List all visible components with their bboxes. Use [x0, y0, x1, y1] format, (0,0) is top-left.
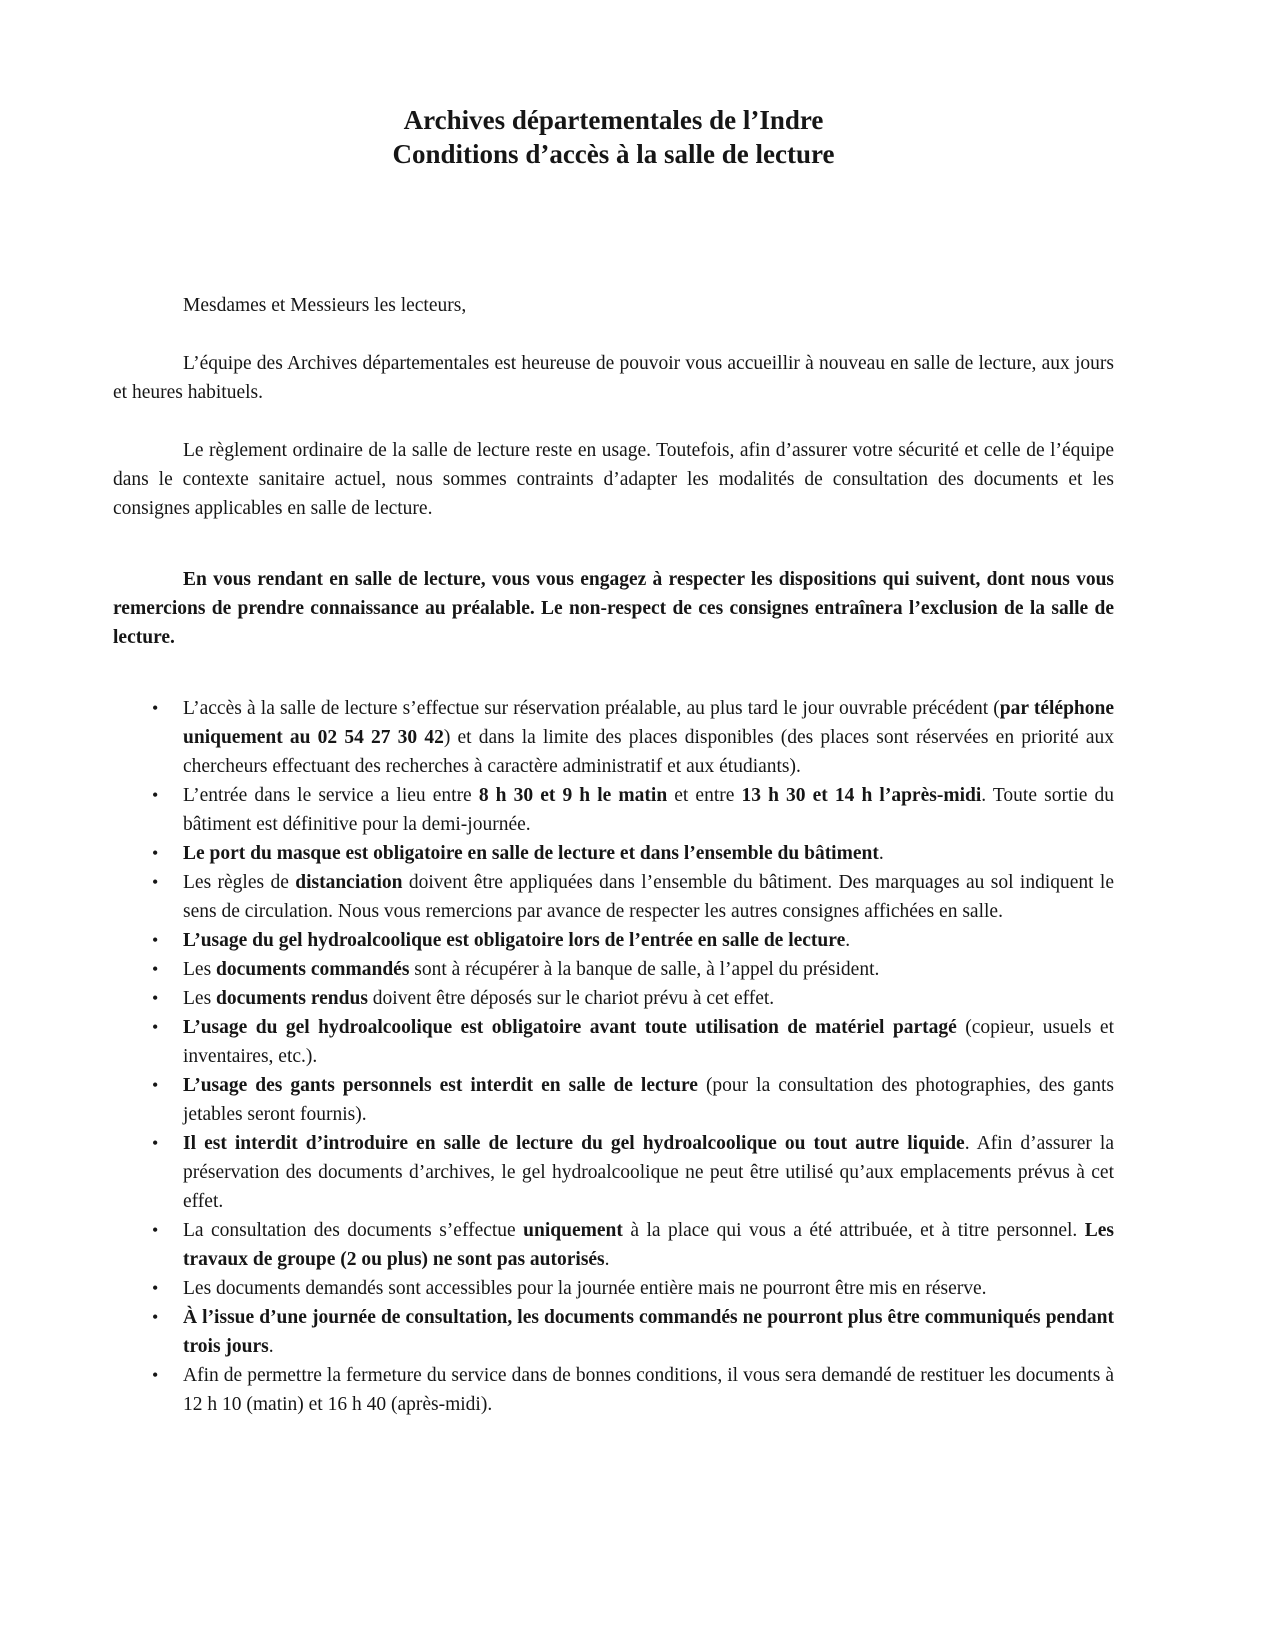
bullet-item [113, 1303, 1114, 1361]
text-run: . [878, 843, 884, 864]
text-run: L’usage du gel hydroalcoolique est obligatoire lors de l’entrée en salle de lecture [183, 930, 846, 951]
text-run: distanciation [295, 872, 403, 893]
text-run: sont à récupérer à la banque de salle, à l’appel du président. [409, 959, 880, 980]
bullet-item [113, 694, 1114, 781]
text-run: . [604, 1249, 610, 1270]
bullet-item [113, 1071, 1114, 1129]
bullet-item [113, 1274, 1114, 1303]
text-run: Afin de permettre la fermeture du service dans de bonnes conditions, il vous sera demandé de restituer les documents à 12 h 10 (matin) et 16 h 40 (après-midi). [183, 1365, 1114, 1415]
page-title-line1: Archives départementales de l’Indre [403, 105, 824, 135]
text-run: uniquement [523, 1220, 623, 1241]
text-run: L’accès à la salle de lecture s’effectue sur réservation préalable, au plus tard le jour ouvrable précédent ( [183, 698, 1000, 719]
text-run: . [268, 1336, 274, 1357]
text-run: doivent être déposés sur le chariot prévu à cet effet. [367, 988, 775, 1009]
text-run: En vous rendant en salle de lecture, vous vous engagez à respecter les dispositions qui suivent, dont nous vous remercions de prendre connaissance au préalable. Le non-respect de ces consignes entraînera l’exclusion de la salle de lecture [113, 569, 1114, 648]
bullet-item [113, 781, 1114, 839]
text-run: documents commandés [216, 959, 410, 980]
text-run: Les travaux de groupe (2 ou plus) ne sont pas autorisés [183, 1220, 1114, 1270]
page-title-line2: Conditions d’accès à la salle de lecture [392, 139, 835, 169]
text-run: 8 h 30 et 9 h le matin [478, 785, 668, 806]
text-run: La consultation des documents s’effectue [183, 1220, 524, 1241]
text-run: et entre [667, 785, 742, 806]
text-run: (copieur, usuels et inventaires, etc.). [183, 1017, 1114, 1067]
text-run: À l’issue d’une journée de consultation, les documents commandés ne pourront plus être communiqués pendant trois jours [183, 1307, 1114, 1357]
document-content [113, 0, 1114, 1419]
text-run: . Afin d’assurer la préservation des documents d’archives, le gel hydroalcoolique ne peut être utilisé qu’aux emplacements prévus à cet effet. [183, 1133, 1114, 1212]
text-run: . [845, 930, 851, 951]
text-run: ) et dans la limite des places disponibles (des places sont réservées en priorité aux chercheurs effectuant des recherches à caractère administratif et aux étudiants). [183, 727, 1114, 777]
text-run: . [170, 627, 175, 648]
text-run: L’usage des gants personnels est interdit en salle de lecture [183, 1075, 698, 1096]
paragraph [113, 349, 1114, 407]
text-run: doivent être appliquées dans l’ensemble du bâtiment. Des marquages au sol indiquent le sens de circulation. Nous vous remercions par avance de respecter les autres consignes affichées en salle. [183, 872, 1114, 922]
text-run: Les [183, 988, 217, 1009]
text-run: 13 h 30 et 14 h l’après-midi [741, 785, 982, 806]
text-run: Les [183, 959, 217, 980]
text-run: Le règlement ordinaire de la salle de lecture reste en usage. Toutefois, afin d’assurer votre sécurité et celle de l’équipe dans le contexte sanitaire actuel, nous sommes contraints d’adapter les modalités de consultation des documents et les consignes applicables en salle de lecture. [113, 440, 1114, 519]
bullet-item [113, 868, 1114, 926]
text-run: L’usage du gel hydroalcoolique est obligatoire avant toute utilisation de matériel partagé [183, 1017, 957, 1038]
text-run: Il est interdit d’introduire en salle de lecture du gel hydroalcoolique ou tout autre liquide [183, 1133, 965, 1154]
text-run: L’entrée dans le service a lieu entre [183, 785, 479, 806]
paragraph [113, 436, 1114, 523]
text-run: à la place qui vous a été attribuée, et à titre personnel. [622, 1220, 1085, 1241]
bullet-item [113, 1013, 1114, 1071]
page-title [113, 103, 1114, 171]
emphasis-paragraph [113, 565, 1114, 652]
salutation: Mesdames et Messieurs les lecteurs, [183, 295, 467, 316]
bullet-item [113, 839, 1114, 868]
bullet-item [113, 926, 1114, 955]
bullet-list [113, 694, 1114, 1419]
text-run: Les documents demandés sont accessibles pour la journée entière mais ne pourront être mis en réserve. [183, 1278, 987, 1299]
text-run: L’équipe des Archives départementales est heureuse de pouvoir vous accueillir à nouveau en salle de lecture, aux jours et heures habituels. [113, 353, 1114, 403]
paragraphs [113, 349, 1114, 652]
text-run: Les règles de [183, 872, 296, 893]
text-run: . Toute sortie du bâtiment est définitive pour la demi-journée. [183, 785, 1115, 835]
text-run: Le port du masque est obligatoire en salle de lecture et dans l’ensemble du bâtiment [183, 843, 879, 864]
bullet-item [113, 1361, 1114, 1419]
text-run: documents rendus [216, 988, 368, 1009]
bullet-item [113, 955, 1114, 984]
bullet-item [113, 1216, 1114, 1274]
bullet-item [113, 984, 1114, 1013]
bullet-item [113, 1129, 1114, 1216]
text-run: par téléphone uniquement au 02 54 27 30 42 [183, 698, 1115, 748]
text-run: (pour la consultation des photographies, des gants jetables seront fournis). [183, 1075, 1114, 1125]
